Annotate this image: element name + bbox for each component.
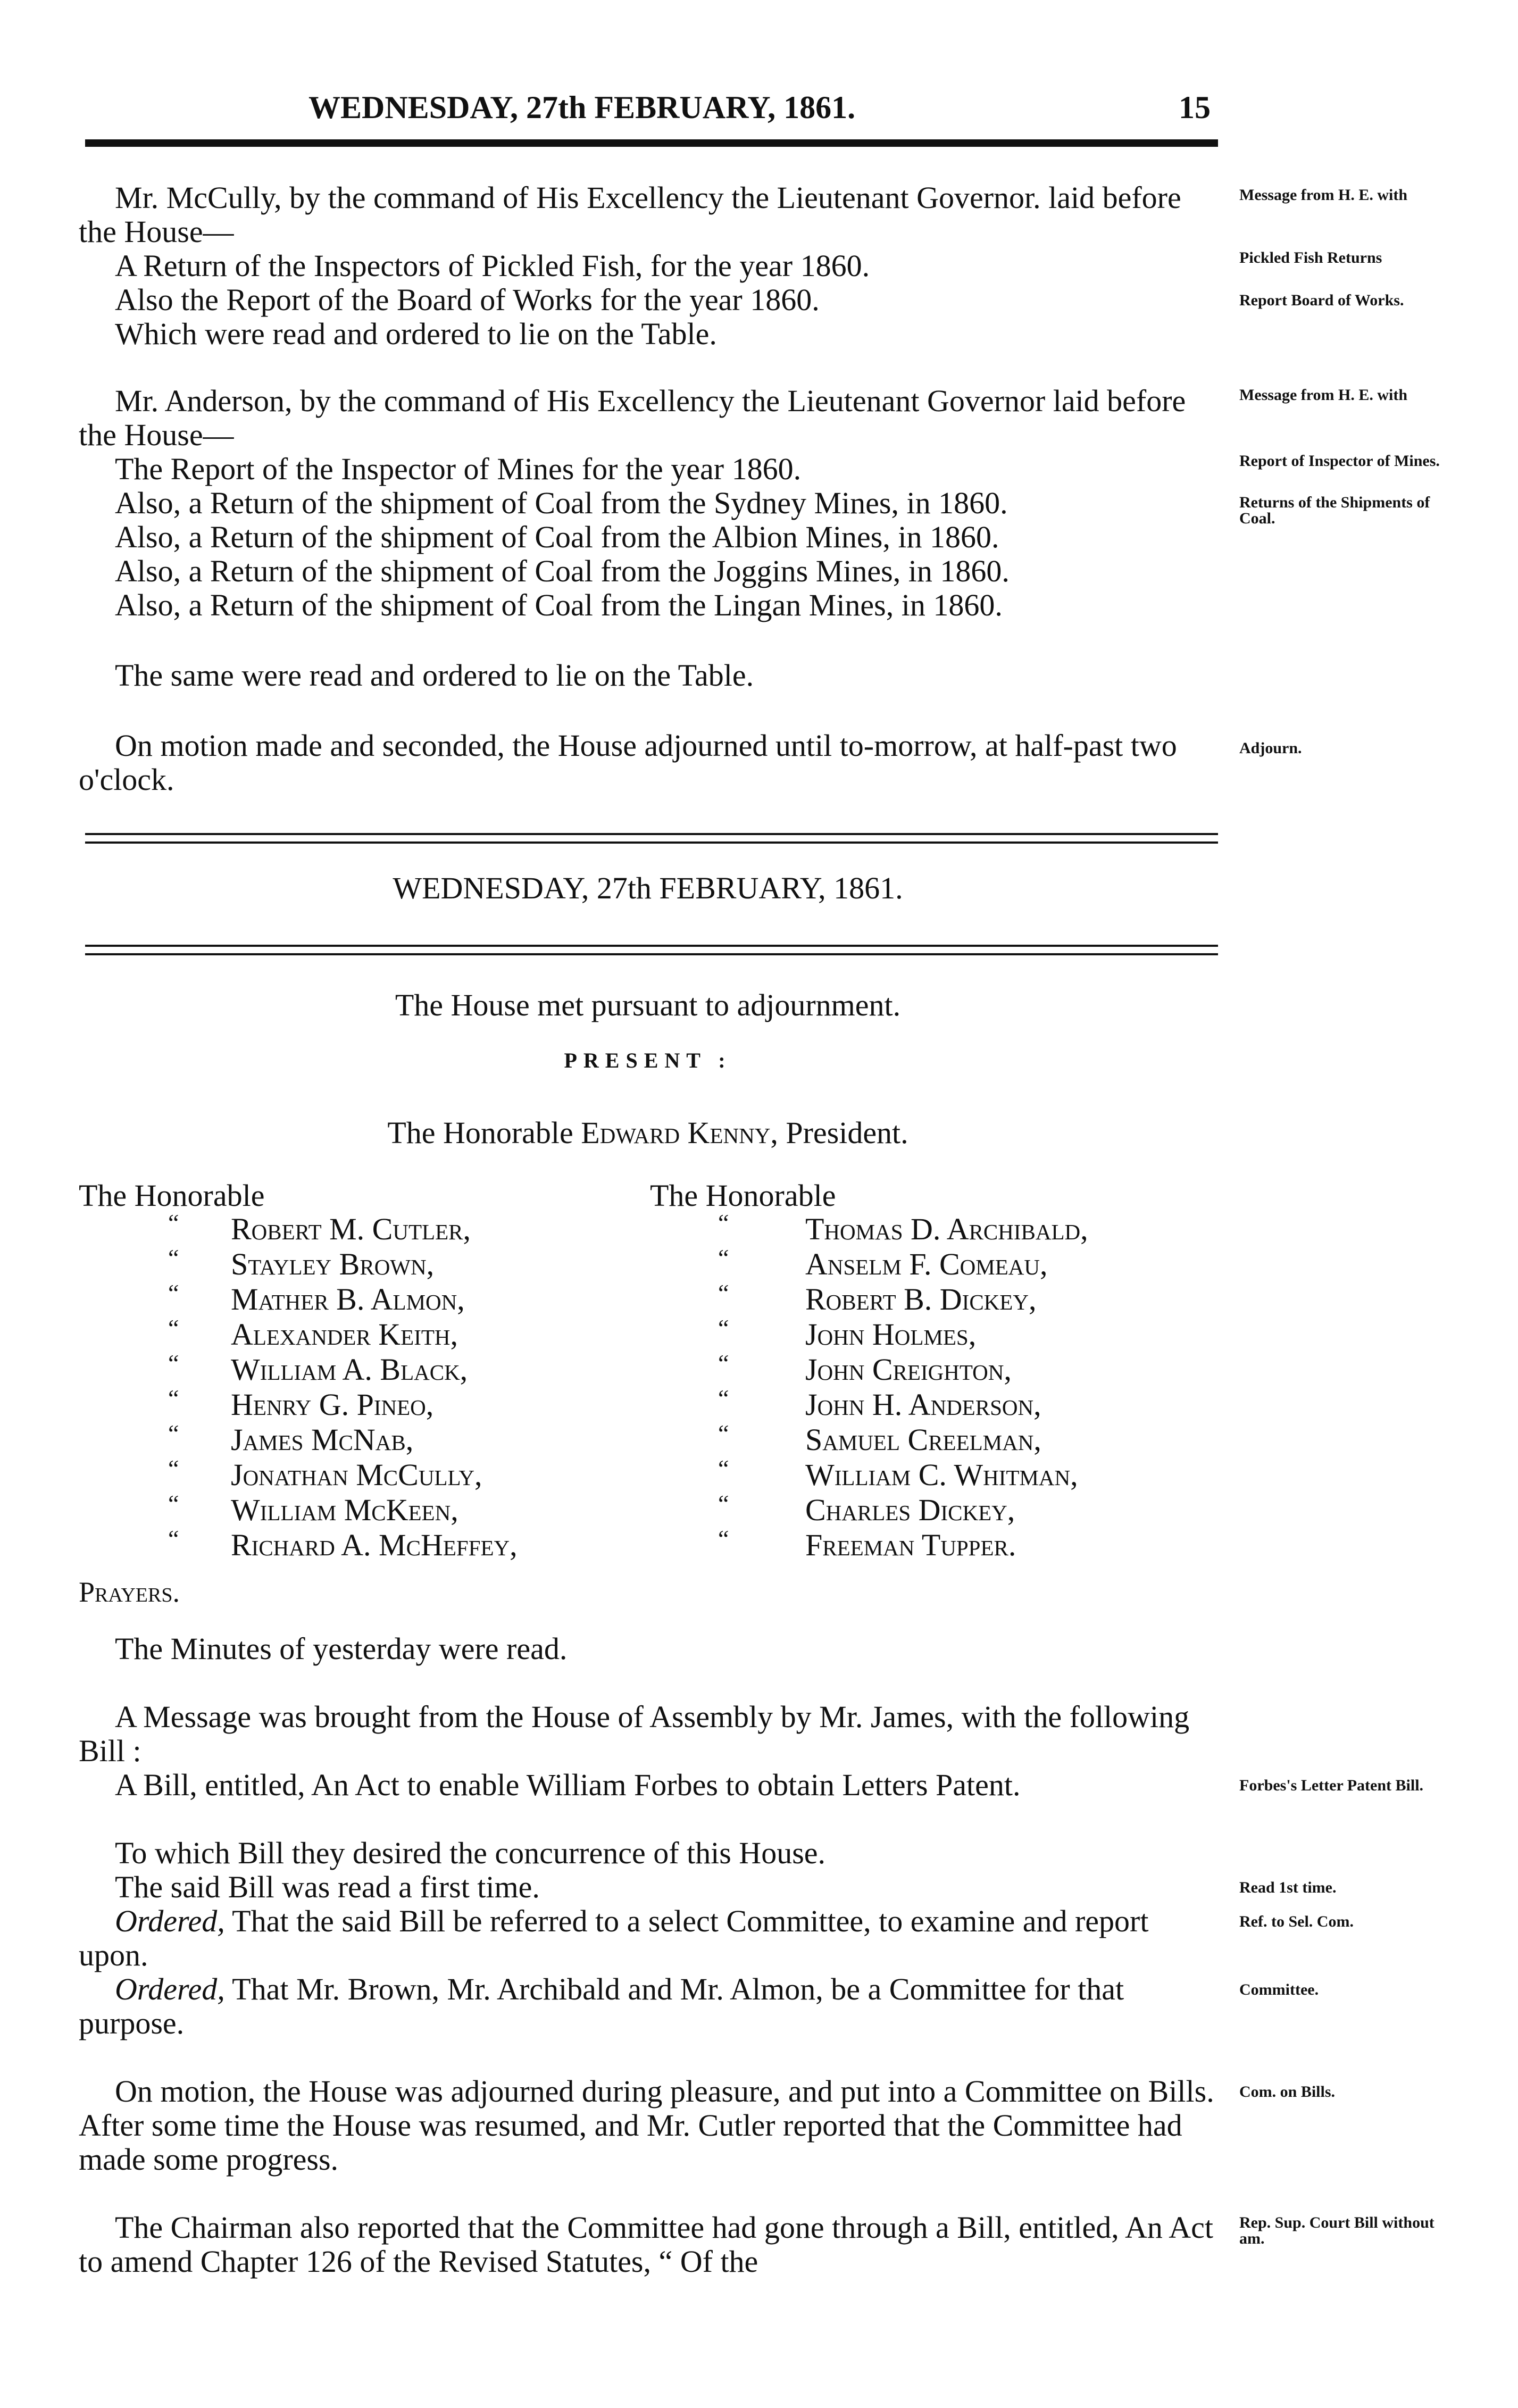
paragraph-adjourn: On motion made and seconded, the House adjourned until to-morrow, at half-past two o'clock. xyxy=(79,728,1177,797)
margin-note: Message from H. E. with xyxy=(1239,186,1408,204)
ditto-mark: “ xyxy=(168,1455,179,1482)
president-suffix: , President. xyxy=(770,1115,908,1150)
ditto-mark: “ xyxy=(168,1244,179,1271)
present-heading: PRESENT : xyxy=(564,1048,732,1072)
ditto-mark: “ xyxy=(718,1279,729,1306)
paragraph-same-read: The same were read and ordered to lie on the Table. xyxy=(115,658,754,693)
margin-note: Com. on Bills. xyxy=(1239,2083,1336,2101)
item-read-ordered: Which were read and ordered to lie on the Table. xyxy=(115,316,717,351)
ordered-text: That Mr. Brown, Mr. Archibald and Mr. Almon, be a Committee for that purpose. xyxy=(79,1972,1124,2040)
member-name: Anselm F. Comeau, xyxy=(805,1247,1048,1281)
member-name: William McKeen, xyxy=(231,1493,458,1527)
heading-rule xyxy=(85,945,1218,947)
ditto-mark: “ xyxy=(168,1349,179,1377)
ordered-word: Ordered, xyxy=(115,1904,225,1938)
member-name: Mather B. Almon, xyxy=(231,1282,465,1317)
member-name: Robert B. Dickey, xyxy=(805,1282,1037,1317)
margin-note: Read 1st time. xyxy=(1239,1879,1337,1896)
item-board-of-works: Also the Report of the Board of Works for the year 1860. xyxy=(115,282,820,317)
section-divider xyxy=(85,833,1218,835)
item-sydney-mines: Also, a Return of the shipment of Coal from the Sydney Mines, in 1860. xyxy=(115,486,1008,520)
margin-note: Report of Inspector of Mines. xyxy=(1239,452,1440,470)
ordered-word: Ordered, xyxy=(115,1972,225,2006)
member-name: Henry G. Pineo, xyxy=(231,1387,434,1422)
ditto-mark: “ xyxy=(718,1349,729,1377)
margin-note: Adjourn. xyxy=(1239,739,1302,757)
member-name: William C. Whitman, xyxy=(805,1457,1078,1492)
president-name: Edward Kenny xyxy=(581,1115,771,1150)
ordered-text: That the said Bill be referred to a select Committee, to examine and report upon. xyxy=(79,1904,1149,1972)
member-name: Richard A. McHeffey, xyxy=(231,1528,518,1562)
ditto-mark: “ xyxy=(168,1490,179,1517)
item-albion-mines: Also, a Return of the shipment of Coal from the Albion Mines, in 1860. xyxy=(115,520,999,554)
president-prefix: The Honorable xyxy=(387,1115,581,1150)
section-divider xyxy=(85,841,1218,844)
member-name: William A. Black, xyxy=(231,1352,468,1387)
honorable-label-right: The Honorable xyxy=(650,1178,836,1213)
bill-forbes: A Bill, entitled, An Act to enable William Forbes to obtain Letters Patent. xyxy=(115,1768,1021,1802)
item-inspector-mines: The Report of the Inspector of Mines for the year 1860. xyxy=(115,452,802,486)
margin-note: Forbes's Letter Patent Bill. xyxy=(1239,1777,1424,1794)
ditto-mark: “ xyxy=(718,1314,729,1342)
ordered-committee xyxy=(79,1972,1217,2040)
motion-committee-bills: On motion, the House was adjourned during pleasure, and put into a Committee on Bills. After some time the House was resumed, and Mr. Cutler reported that the Committee had made some progress. xyxy=(79,2074,1214,2177)
ditto-mark: “ xyxy=(168,1314,179,1342)
page-number: 15 xyxy=(1179,90,1211,125)
member-name: Jonathan McCully, xyxy=(231,1457,482,1492)
ditto-mark: “ xyxy=(168,1525,179,1552)
margin-note: Pickled Fish Returns xyxy=(1239,249,1382,266)
ditto-mark: “ xyxy=(718,1455,729,1482)
read-first-time: The said Bill was read a first time. xyxy=(115,1870,540,1904)
chairman-report: The Chairman also reported that the Committee had gone through a Bill, entitled, An Act to amend Chapter 126 of the Revised Statutes, “ Of the xyxy=(79,2210,1213,2279)
margin-note: Returns of the Shipments of Coal. xyxy=(1239,494,1430,527)
margin-note: Ref. to Sel. Com. xyxy=(1239,1913,1354,1930)
message-paragraph: A Message was brought from the House of Assembly by Mr. James, with the following Bill : xyxy=(79,1699,1190,1768)
ditto-mark: “ xyxy=(168,1385,179,1412)
ditto-mark: “ xyxy=(718,1420,729,1447)
ditto-mark: “ xyxy=(718,1525,729,1552)
member-name: Robert M. Cutler, xyxy=(231,1212,471,1246)
item-lingan-mines: Also, a Return of the shipment of Coal from the Lingan Mines, in 1860. xyxy=(115,588,1003,622)
member-name: James McNab, xyxy=(231,1422,414,1457)
prayers: Prayers. xyxy=(79,1576,180,1608)
member-name: Thomas D. Archibald, xyxy=(805,1212,1088,1246)
member-name: Alexander Keith, xyxy=(231,1317,458,1352)
ditto-mark: “ xyxy=(718,1385,729,1412)
ordered-refer xyxy=(79,1904,1217,1972)
paragraph-mccully: Mr. McCully, by the command of His Excellency the Lieutenant Governor. laid before the House— xyxy=(79,180,1181,249)
member-name: John H. Anderson, xyxy=(805,1387,1041,1422)
member-name: Charles Dickey, xyxy=(805,1493,1015,1527)
paragraph-anderson: Mr. Anderson, by the command of His Excellency the Lieutenant Governor laid before the House— xyxy=(79,384,1186,452)
heading-rule xyxy=(85,953,1218,955)
member-name: John Holmes, xyxy=(805,1317,977,1352)
member-name: John Creighton, xyxy=(805,1352,1012,1387)
date-heading: WEDNESDAY, 27th FEBRUARY, 1861. xyxy=(393,871,903,905)
running-header: WEDNESDAY, 27th FEBRUARY, 1861. xyxy=(308,90,856,125)
margin-note: Rep. Sup. Court Bill without am. xyxy=(1239,2214,1434,2247)
member-name: Freeman Tupper. xyxy=(805,1528,1016,1562)
member-name: Samuel Creelman, xyxy=(805,1422,1041,1457)
concurrence: To which Bill they desired the concurrence of this House. xyxy=(115,1836,826,1870)
ditto-mark: “ xyxy=(168,1420,179,1447)
ditto-mark: “ xyxy=(718,1244,729,1271)
member-name: Stayley Brown, xyxy=(231,1247,435,1281)
minutes-read: The Minutes of yesterday were read. xyxy=(115,1631,568,1666)
house-met: The House met pursuant to adjournment. xyxy=(395,988,901,1022)
margin-note: Committee. xyxy=(1239,1981,1319,1998)
margin-note: Report Board of Works. xyxy=(1239,291,1404,309)
ditto-mark: “ xyxy=(168,1209,179,1236)
president-line xyxy=(79,1115,1217,1151)
honorable-label-left: The Honorable xyxy=(79,1178,265,1213)
ditto-mark: “ xyxy=(718,1209,729,1236)
header-rule xyxy=(85,139,1218,147)
ditto-mark: “ xyxy=(168,1279,179,1306)
margin-note: Message from H. E. with xyxy=(1239,386,1408,404)
item-pickled-fish: A Return of the Inspectors of Pickled Fish, for the year 1860. xyxy=(115,248,870,283)
ditto-mark: “ xyxy=(718,1490,729,1517)
item-joggins-mines: Also, a Return of the shipment of Coal from the Joggins Mines, in 1860. xyxy=(115,554,1010,588)
